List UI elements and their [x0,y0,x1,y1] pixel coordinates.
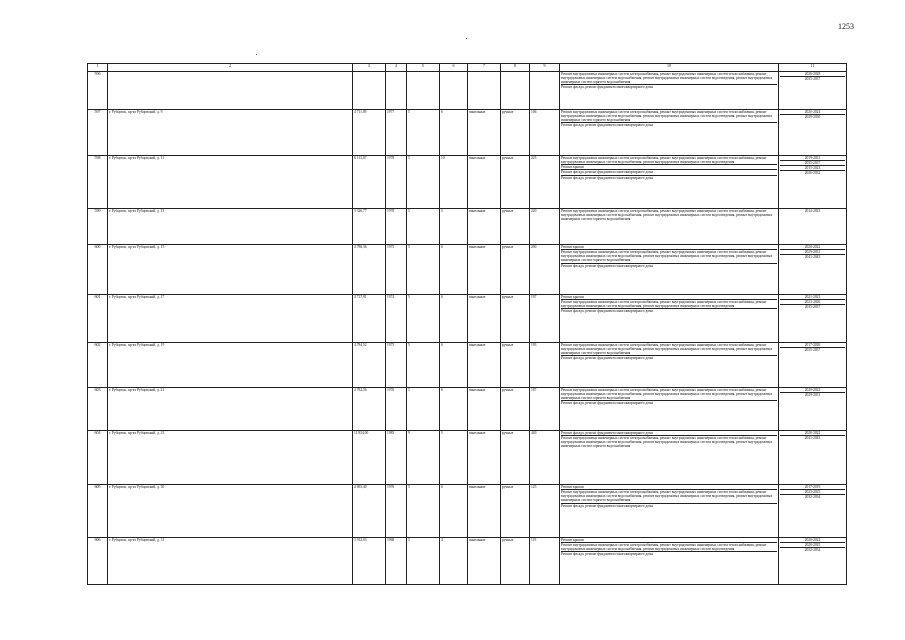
floors-count: 5 [407,538,440,585]
work-item: Ремонт внутридомовых инженерных систем электроснабжения, ремонт внутридомовых инженерных систем теплоснабжения, ремонт внутридомовых инженерных систем водоснабжения, ремонт внутридомовых инженерных систем водоотведения, ремонт внутридомовых инженерных систем горячего водоснабжения [561,435,777,448]
planned-periods [779,209,847,245]
column-header: 6 [440,64,468,72]
entrances-count: 6 [440,110,468,156]
table-row [88,156,847,209]
total-area: 4 786,36 [353,245,386,295]
floors-count: 5 [407,388,440,431]
work-item: Ремонт внутридомовых инженерных систем электроснабжения, ремонт внутридомовых инженерных систем теплоснабжения, ремонт внутридомовых инженерных систем водоснабжения, ремонт внутридомовых инженерных систем водоотведения [561,299,777,308]
period-item: 2032-2034 [780,547,845,552]
house-address: г. Рубцовск, пр-кт Рубцовский, д. 15 [108,245,353,295]
build-year: 1975 [386,245,407,295]
table-row [88,209,847,245]
wall-material: панельные [468,245,501,295]
work-types [560,72,779,110]
build-year: 1976 [386,388,407,431]
work-types [560,388,779,431]
work-item: Ремонт фасада, ремонт фундамента многоквартирного дома [561,175,777,180]
build-year: 1985 [386,431,407,485]
period-item: 2035-2037 [780,76,845,81]
column-header: 1 [88,64,108,72]
work-item: Ремонт крыши [561,164,777,169]
house-number: 602 [88,343,108,388]
column-header: 3 [353,64,386,72]
house-address: г. Рубцовск, пр-кт Рубцовский, д. 17 [108,295,353,343]
planned-periods [779,431,847,485]
heating-type: ручные [501,295,530,343]
wall-material: панельные [468,295,501,343]
house-number: 603 [88,388,108,431]
column-header: 11 [779,64,847,72]
work-item: Ремонт внутридомовых инженерных систем электроснабжения, ремонт внутридомовых инженерных систем теплоснабжения, ремонт внутридомовых инженерных систем водоснабжения, ремонт внутридомовых инженерных систем водоотведения, ремонт внутридомовых инженерных систем горячего водоснабжения [561,209,773,222]
wall-material: панельные [468,209,501,245]
work-item: Ремонт фасада, ремонт фундамента многоквартирного дома [561,84,777,89]
wall-material: панельные [468,485,501,538]
house-number: 605 [88,485,108,538]
period-item: 2041-2043 [780,435,845,440]
work-types [560,431,779,485]
floors-count: 5 [407,156,440,209]
house-number: 599 [88,209,108,245]
work-types [560,538,779,585]
floors-count: 5 [407,485,440,538]
floors-count: 9 [407,431,440,485]
period-item: 2020-2022 [804,388,821,392]
apartments-count: 125 [530,485,560,538]
period-item: 2021-2023 [804,295,821,299]
floors-count: 5 [407,295,440,343]
period-item: 2020-2022 [804,538,821,542]
work-item: Ремонт внутридомовых инженерных систем электроснабжения, ремонт внутридомовых инженерных систем теплоснабжения, ремонт внутридомовых инженерных систем водоснабжения, ремонт внутридомовых инженерных систем водоотведения [561,542,777,551]
apartments-count: 220 [530,209,560,245]
table-row [88,110,847,156]
work-item: Ремонт крыши [561,485,584,489]
work-item: Ремонт крыши [561,245,584,249]
total-area: 4 784,52 [353,343,386,388]
scan-speck [466,38,467,39]
entrances-count [440,72,468,110]
period-item: 2017-2026 [804,343,821,347]
period-item: 2020-2022 [804,431,821,435]
planned-periods [779,110,847,156]
heating-type: ручные [501,343,530,388]
planned-periods [779,72,847,110]
total-area: 11 834,00 [353,431,386,485]
table-row [88,538,847,585]
work-item: Ремонт фасада, ремонт фундамента многоквартирного дома [561,503,777,508]
column-header: 4 [386,64,407,72]
floors-count [407,72,440,110]
column-header: 5 [407,64,440,72]
wall-material: панельные [468,388,501,431]
work-item: Ремонт внутридомовых инженерных систем электроснабжения, ремонт внутридомовых инженерных систем теплоснабжения, ремонт внутридомовых инженерных систем водоснабжения, ремонт внутридомовых инженерных систем водоотведения, ремонт внутридомовых инженерных систем горячего водоснабжения [561,489,777,502]
house-address [108,72,353,110]
house-number: 598 [88,156,108,209]
house-address: г. Рубцовск, пр-кт Рубцовский, д. 31 [108,538,353,585]
apartments-count: 106 [530,110,560,156]
work-item: Ремонт фасада, ремонт фундамента многоквартирного дома [561,122,777,127]
build-year: 1974 [386,295,407,343]
table-row [88,388,847,431]
table-row [88,72,847,110]
entrances-count: 6 [440,245,468,295]
house-address: г. Рубцовск, пр-кт Рубцовский, д. 30 [108,485,353,538]
period-item: 2032-2034 [780,494,845,499]
planned-periods [779,343,847,388]
table-row [88,245,847,295]
planned-periods [779,156,847,209]
entrances-count: 6 [440,295,468,343]
work-item: Ремонт внутридомовых инженерных систем электроснабжения, ремонт внутридомовых инженерных систем теплоснабжения, ремонт внутридомовых инженерных систем водоснабжения, ремонт внутридомовых инженерных систем водоотведения, ремонт внутридомовых инженерных систем горячего водоснабжения [561,388,773,401]
apartments-count: 197 [530,295,560,343]
build-year: 1978 [386,156,407,209]
house-number: 601 [88,295,108,343]
period-item: 2029-2031 [780,392,845,397]
floors-count: 5 [407,110,440,156]
planned-periods [779,388,847,431]
apartments-count: 200 [530,245,560,295]
work-item: Ремонт фасада, ремонт фундамента многоквартирного дома [561,551,777,556]
total-area: 3 326,77 [353,209,386,245]
heating-type: ручные [501,485,530,538]
page-number: 1253 [838,22,854,31]
heating-type: ручные [501,388,530,431]
period-item: 2029-2030 [780,114,845,119]
total-area: 3 912,03 [353,538,386,585]
house-address: г. Рубцовск, пр-кт Рубцовский, д. 11 [108,156,353,209]
period-item: 2026-2032 [780,170,845,175]
work-item: Ремонт крыши [561,295,584,299]
period-item: 2014-2023 [804,209,821,213]
house-number: 597 [88,110,108,156]
heating-type: ручные [501,156,530,209]
planned-periods [779,245,847,295]
column-header: 10 [560,64,779,72]
work-item: Ремонт фасада, ремонт фундамента многоквартирного дома [561,400,777,405]
house-address: г. Рубцовск, пр-кт Рубцовский, д. 19 [108,343,353,388]
apartments-count: 119 [530,538,560,585]
floors-count: 5 [407,343,440,388]
apartments-count: 193 [530,343,560,388]
house-number: 600 [88,245,108,295]
work-item: Ремонт внутридомовых инженерных систем электроснабжения, ремонт внутридомовых инженерных систем теплоснабжения, ремонт внутридомовых инженерных систем водоснабжения, ремонт внутридомовых инженерных систем водоотведения, ремонт внутридомовых инженерных систем горячего водоснабжения [561,72,773,85]
planned-periods [779,295,847,343]
house-address: г. Рубцовск, пр-кт Рубцовский, д. 21 [108,388,353,431]
house-number: 604 [88,431,108,485]
period-item: 2020-2024 [804,110,821,114]
work-types [560,295,779,343]
work-item: Ремонт внутридомовых инженерных систем электроснабжения, ремонт внутридомовых инженерных систем теплоснабжения, ремонт внутридомовых инженерных систем водоснабжения, ремонт внутридомовых инженерных систем водоотведения, ремонт внутридомовых инженерных систем горячего водоснабжения [561,343,773,356]
period-item: 2017-2019 [804,485,821,489]
entrances-count: 5 [440,209,468,245]
work-item: Ремонт внутридомовых инженерных систем электроснабжения, ремонт внутридомовых инженерных систем теплоснабжения, ремонт внутридомовых инженерных систем водоснабжения, ремонт внутридомовых инженерных систем водоотведения, ремонт внутридомовых инженерных систем горячего водоснабжения [561,249,777,262]
work-item: Ремонт внутридомовых инженерных систем электроснабжения, ремонт внутридомовых инженерных систем теплоснабжения, ремонт внутридомовых инженерных систем водоснабжения, ремонт внутридомовых инженерных систем водоотведения [561,156,767,165]
house-address: г. Рубцовск, пр-кт Рубцовский, д. 9 [108,110,353,156]
wall-material: панельные [468,343,501,388]
house-address: г. Рубцовск, пр-кт Рубцовский, д. 13 [108,209,353,245]
total-area: 4 711,09 [353,110,386,156]
heating-type: ручные [501,209,530,245]
total-area: 4 782,56 [353,388,386,431]
floors-count: 5 [407,209,440,245]
wall-material [468,72,501,110]
entrances-count: 4 [440,538,468,585]
work-types [560,209,779,245]
period-item: 2041-2043 [780,254,845,259]
entrances-count: 6 [440,343,468,388]
build-year: 1968 [386,538,407,585]
column-number-row [88,64,847,72]
total-area: 4 717,91 [353,295,386,343]
wall-material: панельные [468,110,501,156]
table-row [88,485,847,538]
period-item: 2029-2031 [780,249,845,254]
table-row [88,295,847,343]
entrances-count: 10 [440,156,468,209]
total-area: 4 693,40 [353,485,386,538]
build-year: 1970 [386,209,407,245]
apartments-count: 187 [530,388,560,431]
work-item: Ремонт фасада, ремонт фундамента многоквартирного дома [561,263,777,268]
period-item: 2023-2026 [780,299,845,304]
build-year: 1975 [386,343,407,388]
build-year: 1977 [386,110,407,156]
apartments-count [530,72,560,110]
period-item: 2026-2028 [804,72,821,76]
house-number: 596 [88,72,108,110]
entrances-count: 6 [440,388,468,431]
build-year [386,72,407,110]
build-year: 1976 [386,485,407,538]
work-types [560,110,779,156]
work-item: Ремонт внутридомовых инженерных систем электроснабжения, ремонт внутридомовых инженерных систем теплоснабжения, ремонт внутридомовых инженерных систем водоснабжения, ремонт внутридомовых инженерных систем водоотведения, ремонт внутридомовых инженерных систем горячего водоснабжения [561,110,773,123]
column-header: 8 [501,64,530,72]
period-item: 2035-2037 [780,347,845,352]
heating-type [501,72,530,110]
entrances-count: 6 [440,485,468,538]
table-row [88,343,847,388]
work-item: Ремонт крыши [561,538,584,542]
work-types [560,245,779,295]
period-item: 2020-2022 [804,245,821,249]
scan-speck [256,54,257,55]
period-item: 2020-2025 [780,542,845,547]
work-item: Ремонт фасада, ремонт фундамента многоквартирного дома [561,169,777,174]
apartments-count: 225 [530,156,560,209]
period-item: 2015-2023 [780,165,845,170]
house-address: г. Рубцовск, пр-кт Рубцовский, д. 23 [108,431,353,485]
period-item: 2023-2025 [780,489,845,494]
wall-material: панельные [468,431,501,485]
house-number: 606 [88,538,108,585]
work-types [560,485,779,538]
heating-type: ручные [501,110,530,156]
work-types [560,156,779,209]
planned-periods [779,538,847,585]
heating-type: ручные [501,538,530,585]
apartments-count: 449 [530,431,560,485]
work-types [560,343,779,388]
repair-register-table [87,63,847,585]
wall-material: панельные [468,156,501,209]
column-header: 7 [468,64,501,72]
column-header: 2 [108,64,353,72]
work-item: Ремонт фасада, ремонт фундамента многоквартирного дома [561,431,653,435]
total-area: 6 113,67 [353,156,386,209]
wall-material: панельные [468,538,501,585]
work-item: Ремонт фасада, ремонт фундамента многоквартирного дома [561,355,777,360]
total-area [353,72,386,110]
column-header: 9 [530,64,560,72]
entrances-count: 5 [440,431,468,485]
period-item: 2035-2037 [780,160,845,165]
floors-count: 5 [407,245,440,295]
heating-type: ручные [501,245,530,295]
table-row [88,431,847,485]
planned-periods [779,485,847,538]
work-item: Ремонт фасада, ремонт фундамента многоквартирного дома [561,308,777,313]
period-item: 2019-2031 [804,156,821,160]
heating-type: ручные [501,431,530,485]
period-item: 2035-2037 [780,304,845,309]
